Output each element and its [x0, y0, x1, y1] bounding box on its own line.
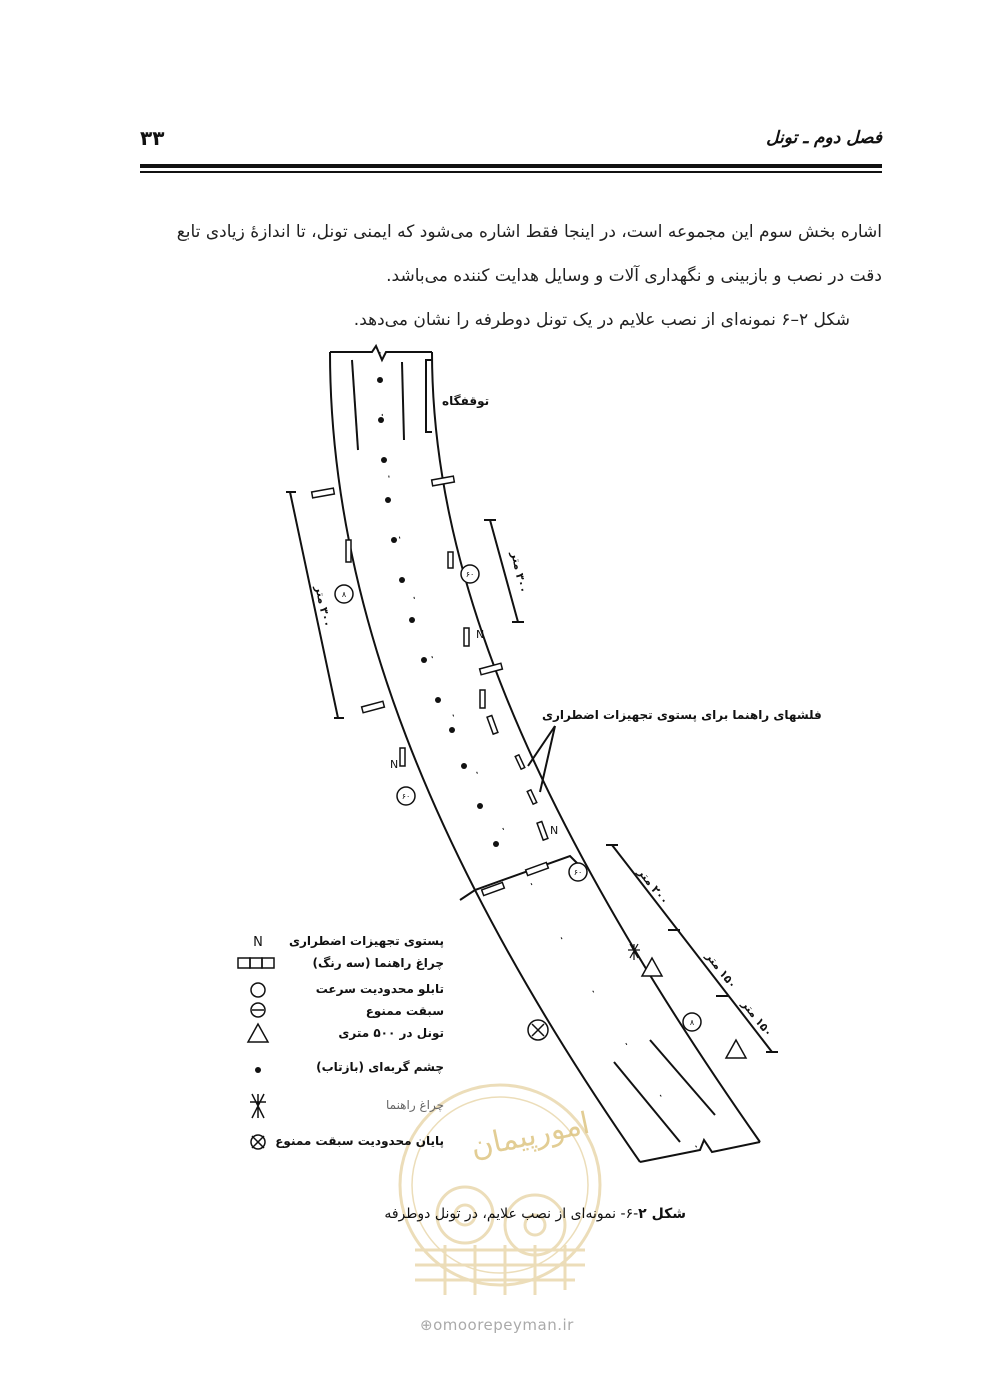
legend-item-cat-eye: چشم گربه‌ای (بازتاب) — [316, 1060, 444, 1074]
legend-item-emergency-bay: پستوی تجهیزات اضطراری — [289, 934, 444, 948]
label-distance-150-b: ۱۵۰ متر — [738, 997, 776, 1040]
label-distance-150-a: ۱۵۰ متر — [702, 949, 740, 992]
chapter-title: فصل دوم ـ تونل — [766, 128, 882, 148]
svg-text:۸: ۸ — [341, 590, 347, 599]
label-guide-arrows: فلشهای راهنما برای پستوی تجهیزات اضطراری — [542, 708, 822, 722]
watermark-logo-text: امورپیمان — [467, 1105, 593, 1166]
paragraph-line-3: شکل ۲–۶ نمونه‌ای از نصب علایم در یک تونل دوطرفه را نشان می‌دهد. — [353, 310, 850, 330]
legend-item-three-color-light: چراغ راهنما (سه رنگ) — [312, 956, 444, 970]
figure-caption-bold: شکل ۲ — [638, 1206, 686, 1222]
watermark-site — [420, 1316, 574, 1334]
svg-text:۶۰: ۶۰ — [465, 570, 475, 579]
svg-text:N: N — [390, 758, 399, 771]
tunnel-wall-left — [330, 352, 640, 1162]
legend-item-tunnel-ahead: تونل در ۵۰۰ متری — [338, 1026, 444, 1040]
legend-item-speed-limit: تابلو محدودیت سرعت — [315, 982, 444, 996]
paragraph-line-2: دقت در نصب و بازبینی و نگهداری آلات و وسایل هدایت کننده می‌باشد. — [386, 266, 882, 286]
legend-item-end-no-overtaking: پایان محدودیت سبقت ممنوع — [275, 1134, 444, 1148]
svg-text:N: N — [253, 935, 263, 950]
label-distance-300-right: ۳۰۰ متر — [508, 550, 530, 595]
watermark-site-text: omoorepeyman.ir — [433, 1316, 574, 1334]
legend-item-guide-light: چراغ راهنما — [385, 1098, 444, 1112]
svg-text:۶۰: ۶۰ — [573, 868, 583, 877]
svg-text:۶۰: ۶۰ — [401, 792, 411, 801]
tunnel-wall-right — [432, 352, 760, 1142]
globe-icon: ⊕ — [420, 1316, 434, 1334]
paragraph-line-1: اشاره بخش سوم این مجموعه است، در اینجا فقط اشاره می‌شود که ایمنی تونل، تا اندازهٔ زیادی تابع — [176, 222, 882, 242]
figure-caption — [384, 1206, 686, 1222]
legend-item-no-overtaking: سبقت ممنوع — [365, 1004, 444, 1018]
legend-symbols — [238, 958, 274, 1149]
label-stop-bay: توقفگاه — [442, 394, 490, 408]
svg-text:N: N — [476, 628, 485, 641]
figure-caption-rest: -۶- نمونه‌ای از نصب علایم، در تونل دوطرفه — [384, 1206, 639, 1222]
label-distance-300-left: ۳۰۰ متر — [312, 584, 334, 629]
svg-text:۸: ۸ — [689, 1018, 695, 1027]
label-distance-200: ۲۰۰ متر — [634, 865, 672, 908]
page-number: ۳۳ — [140, 126, 165, 150]
svg-text:N: N — [550, 824, 559, 837]
